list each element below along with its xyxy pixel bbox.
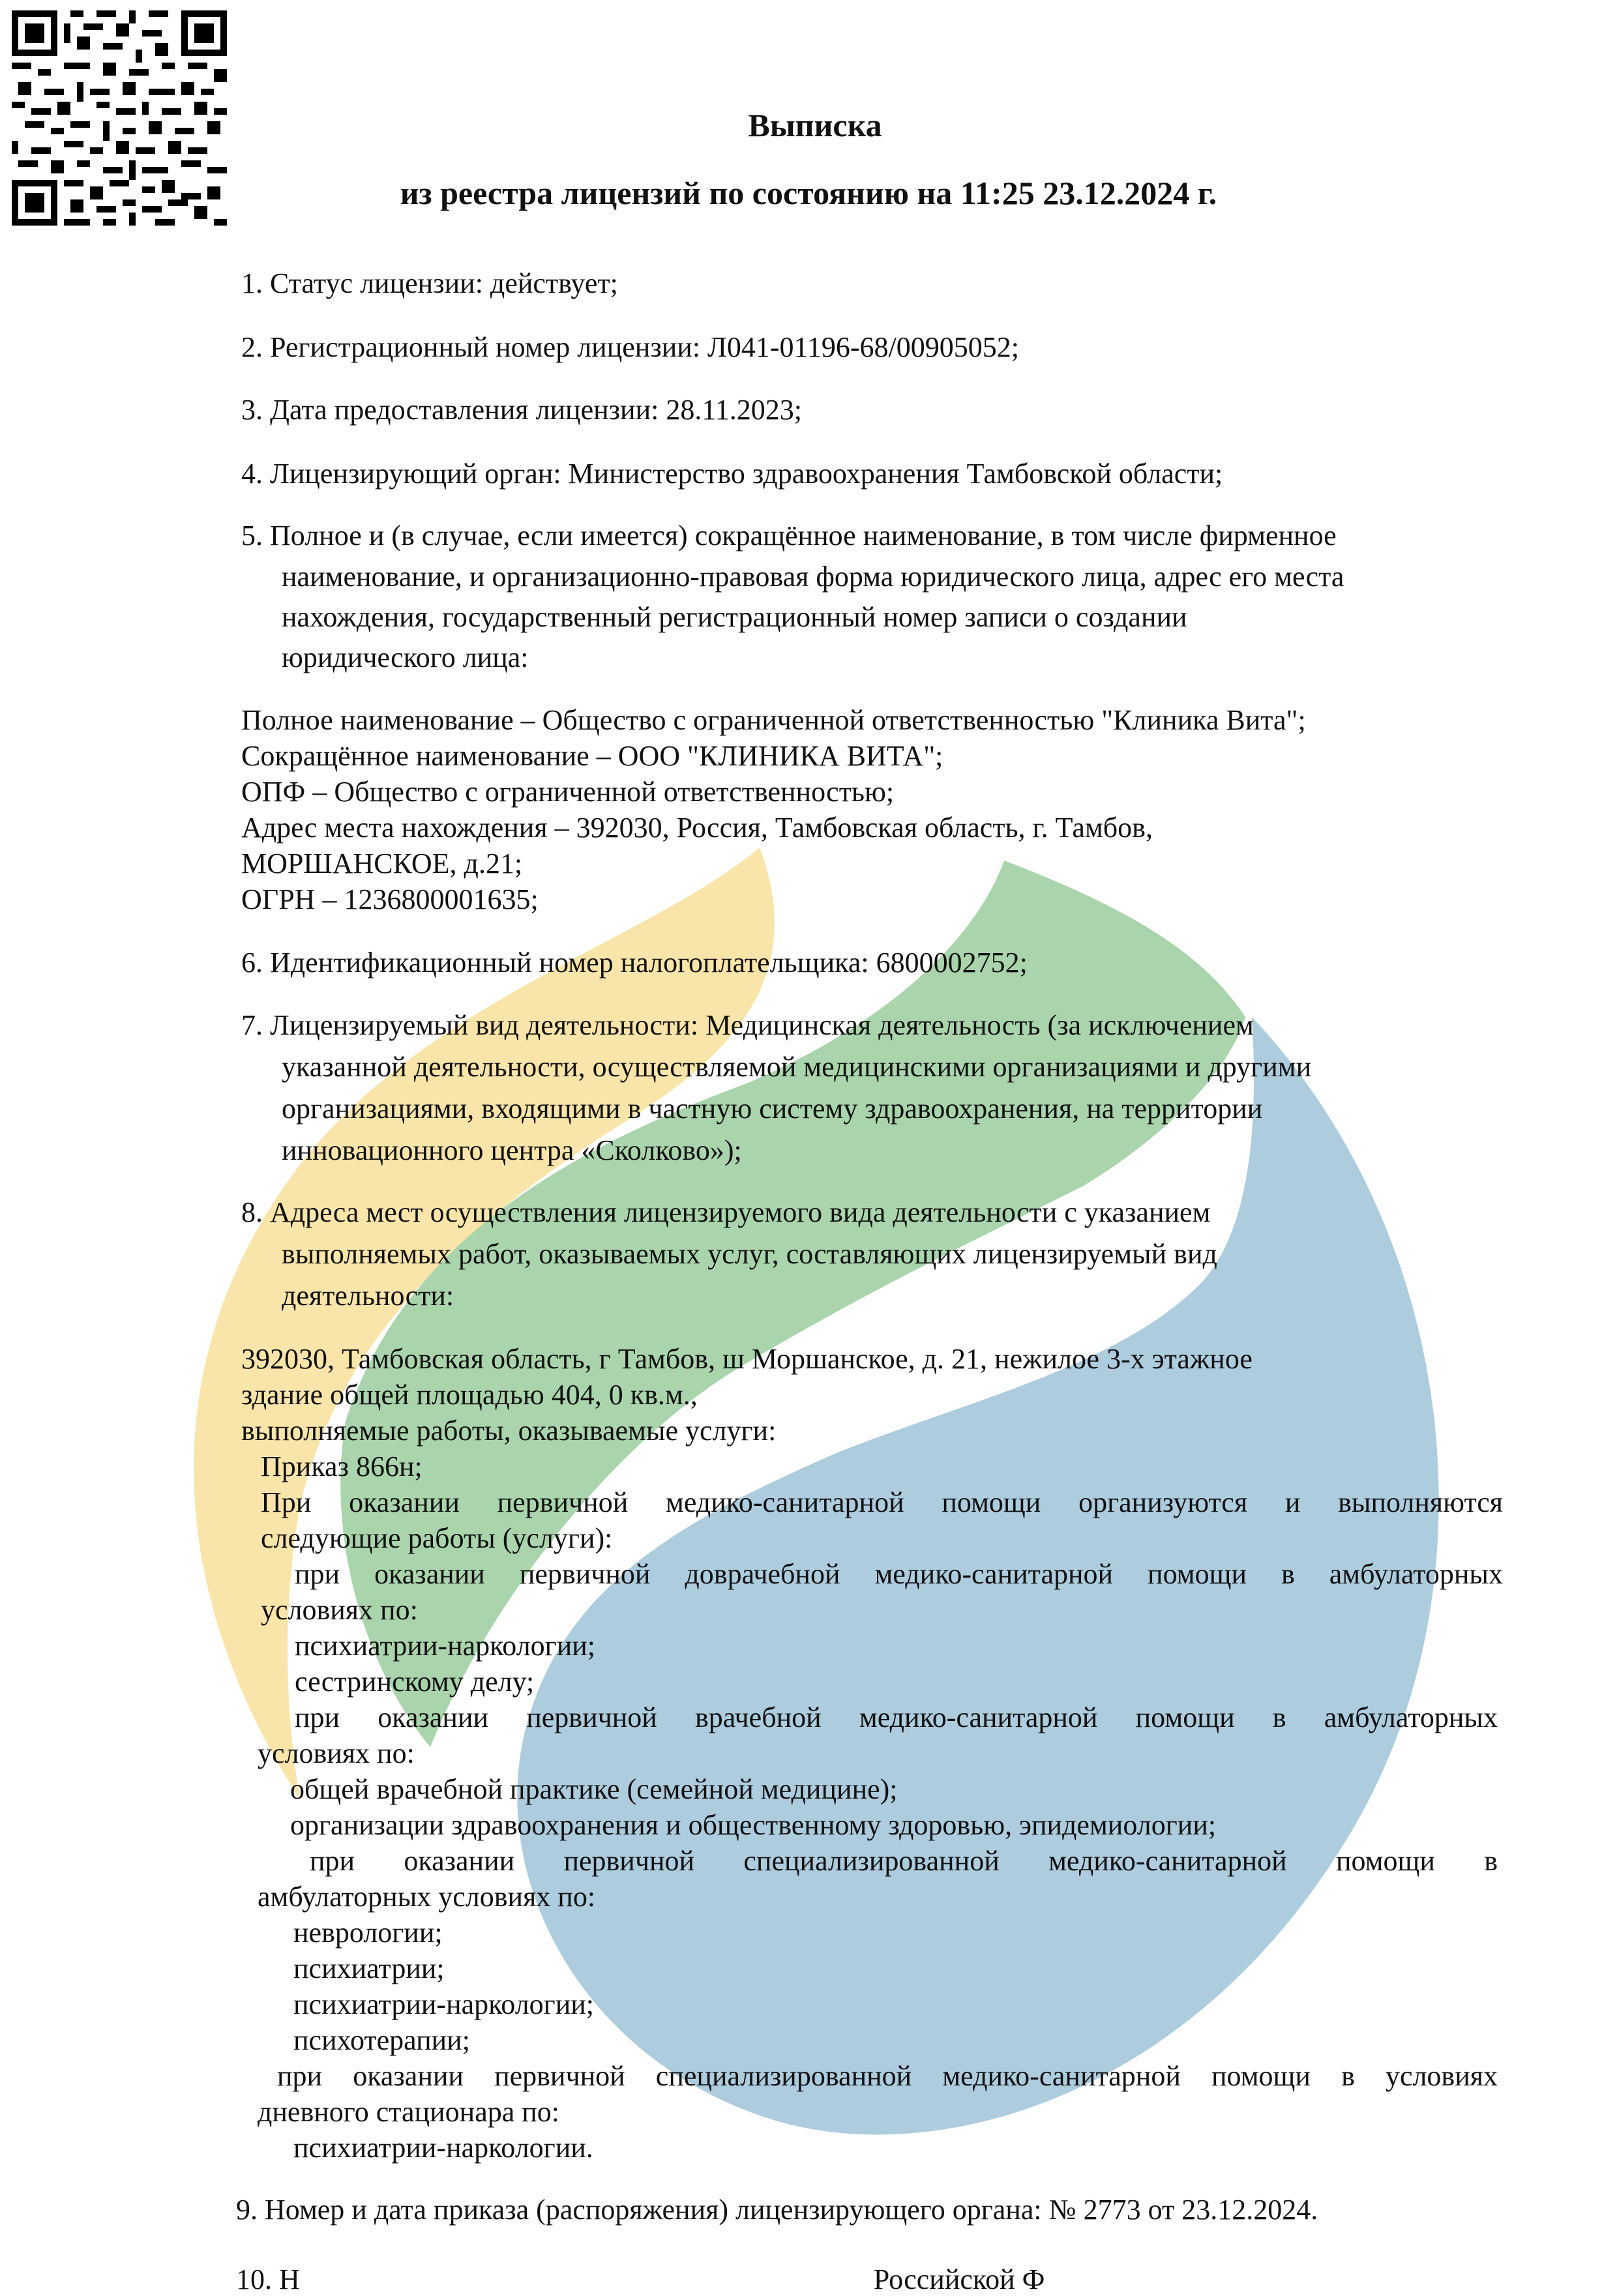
item-tax-id: 6. Идентификационный номер налогоплательщика: 6800002752; <box>241 947 1028 979</box>
services-order: Приказ 866н; <box>261 1450 423 1482</box>
activity-services-heading: выполняемые работы, оказываемые услуги: <box>241 1415 777 1447</box>
document-title: Выписка <box>748 107 882 143</box>
services-day-hospital-line-1: при оказании первичной специализированной медико-санитарной помощи в условиях <box>277 2060 1498 2092</box>
item-5-line-1: 5. Полное и (в случае, если имеется) сокращённое наименование, в том числе фирменное <box>241 520 1337 552</box>
item-5-line-3: нахождения, государственный регистрационный номер записи о создании <box>282 601 1187 633</box>
org-full-name: Полное наименование – Общество с ограниченной ответственностью "Клиника Вита"; <box>241 704 1306 736</box>
activity-address-line-2: здание общей площадью 404, 0 кв.м., <box>241 1379 698 1411</box>
services-specialized-line-2: амбулаторных условиях по: <box>258 1881 596 1913</box>
services-pmsp-line-2: следующие работы (услуги): <box>261 1522 613 1554</box>
services-specialized-line-1: при оказании первичной специализированной медико-санитарной помощи в <box>310 1845 1498 1877</box>
org-legal-form: ОПФ – Общество с ограниченной ответственностью; <box>241 776 895 808</box>
services-specialized-item-3: психиатрии-наркологии; <box>293 1988 595 2020</box>
item-5-line-4: юридического лица: <box>282 641 529 673</box>
item-registration-number: 2. Регистрационный номер лицензии: Л041-01196-68/00905052; <box>241 331 1020 363</box>
services-doctor-item-1: общей врачебной практике (семейной медицине); <box>290 1773 898 1805</box>
org-address: Адрес места нахождения – 392030, Россия, Тамбовская область, г. Тамбов, <box>241 812 1153 844</box>
item-7-line-4: инновационного центра «Сколково»); <box>282 1134 742 1166</box>
activity-address-line-1: 392030, Тамбовская область, г Тамбов, ш Моршанское, д. 21, нежилое 3-х этажное <box>241 1343 1253 1375</box>
services-day-hospital-item-1: психиатрии-наркологии. <box>293 2132 593 2164</box>
item-licensing-authority: 4. Лицензирующий орган: Министерство здравоохранения Тамбовской области; <box>241 458 1223 490</box>
item-license-status: 1. Статус лицензии: действует; <box>241 267 618 299</box>
services-specialized-item-2: психиатрии; <box>293 1952 445 1984</box>
services-pre-doctor-item-1: психиатрии-наркологии; <box>295 1630 596 1662</box>
item-license-date: 3. Дата предоставления лицензии: 28.11.2023; <box>241 394 802 426</box>
item-order-number-date: 9. Номер и дата приказа (распоряжения) лицензирующего органа: № 2773 от 23.12.2024. <box>236 2194 1318 2226</box>
qr-code-icon <box>12 10 227 226</box>
org-ogrn: ОГРН – 1236800001635; <box>241 883 539 915</box>
item-7-line-2: указанной деятельности, осуществляемой медицинскими организациями и другими <box>282 1051 1312 1083</box>
item-7-line-1: 7. Лицензируемый вид деятельности: Медицинская деятельность (за исключением <box>241 1009 1254 1041</box>
services-pre-doctor-line-2: условиях по: <box>261 1594 418 1626</box>
item-5-line-2: наименование, и организационно-правовая форма юридического лица, адрес его места <box>282 561 1344 593</box>
item-10-partial: 10. Н Российской Ф <box>236 2263 1045 2295</box>
services-specialized-item-1: неврологии; <box>293 1917 443 1949</box>
services-doctor-item-2: организации здравоохранения и общественному здоровью, эпидемиологии; <box>290 1809 1217 1841</box>
services-pre-doctor-line-1: при оказании первичной доврачебной медико-санитарной помощи в амбулаторных <box>295 1558 1503 1590</box>
services-doctor-line-1: при оказании первичной врачебной медико-санитарной помощи в амбулаторных <box>295 1701 1498 1733</box>
org-address-cont: МОРШАНСКОЕ, д.21; <box>241 847 523 879</box>
item-7-line-3: организациями, входящими в частную систему здравоохранения, на территории <box>282 1093 1263 1125</box>
services-doctor-line-2: условиях по: <box>258 1737 415 1769</box>
org-short-name: Сокращённое наименование – ООО "КЛИНИКА ВИТА"; <box>241 740 943 772</box>
document-subtitle: из реестра лицензий по состоянию на 11:25 23.12.2024 г. <box>400 175 1217 211</box>
item-8-line-1: 8. Адреса мест осуществления лицензируемого вида деятельности с указанием <box>241 1196 1211 1228</box>
services-pmsp-line-1: При оказании первичной медико-санитарной помощи организуются и выполняются <box>261 1486 1503 1518</box>
item-8-line-2: выполняемых работ, оказываемых услуг, составляющих лицензируемый вид <box>282 1238 1217 1270</box>
services-pre-doctor-item-2: сестринскому делу; <box>295 1666 535 1698</box>
services-day-hospital-line-2: дневного стационара по: <box>258 2096 560 2128</box>
services-specialized-item-4: психотерапии; <box>293 2024 470 2056</box>
item-8-line-3: деятельности: <box>282 1280 454 1312</box>
